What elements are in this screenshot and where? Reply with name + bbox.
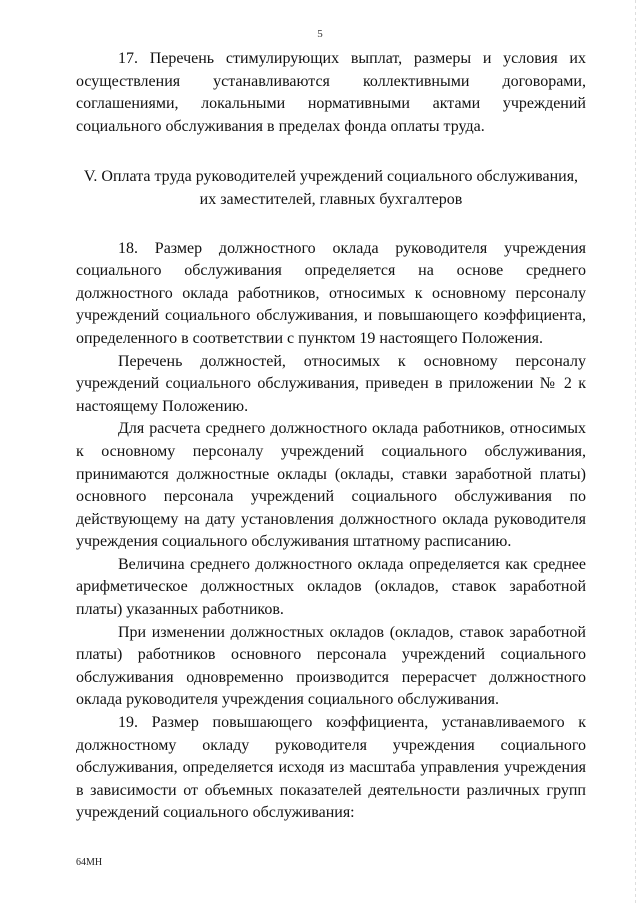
page-number: 5 (317, 28, 323, 40)
scan-edge-line (635, 0, 636, 905)
paragraph-18-list: Перечень должностей, относимых к основному персоналу учреждений социального обслуживания, приведен в приложении № 2 к настоящему Положению. (76, 352, 586, 415)
section-heading (76, 166, 586, 211)
paragraph-19: 19. Размер повышающего коэффициента, устанавливаемого к должностному окладу руководителя учреждения социального обслуживания, определяется исходя из масштаба управления учреждения в зависимости от объемных показателей деятельности различных групп учреждений социального обслуживания: (76, 714, 586, 822)
section-heading-line-1: V. Оплата труда руководителей учреждений социального обслуживания, (83, 168, 579, 186)
section-heading-line-2: их заместителей, главных бухгалтеров (199, 190, 463, 208)
paragraph-18-change: При изменении должностных окладов (окладов, ставок заработной платы) работников основного персонала учреждений социального обслуживания одновременно производится перерасчет должностного оклада руководителя учреждения социального обслуживания. (76, 623, 586, 709)
document-body (76, 48, 586, 825)
paragraph-18: 18. Размер должностного оклада руководителя учреждения социального обслуживания определяется на основе среднего должностного оклада работников, относимых к основному персоналу учреждений социального обслуживания, и повышающего коэффициента, определенного в соответствии с пунктом 19 настоящего Положения. (76, 239, 586, 347)
paragraph-18-calc: Для расчета среднего должностного оклада работников, относимых к основному персоналу учреждений социального обслуживания, принимаются должностные оклады (оклады, ставки заработной платы) основного персонала учреждений социального обслуживания по действующему на дату установления должностного оклада руководителя учреждения социального обслуживания штатному расписанию. (76, 420, 586, 551)
paragraph-17: 17. Перечень стимулирующих выплат, размеры и условия их осуществления устанавливаются коллективными договорами, соглашениями, локальными нормативными актами учреждений социального обслуживания в пределах фонда оплаты труда. (76, 50, 586, 135)
footer-code: 64МН (76, 857, 103, 868)
paragraph-18-avg: Величина среднего должностного оклада определяется как среднее арифметическое должностных окладов (окладов, ставок заработной платы) указанных работников. (76, 555, 586, 619)
